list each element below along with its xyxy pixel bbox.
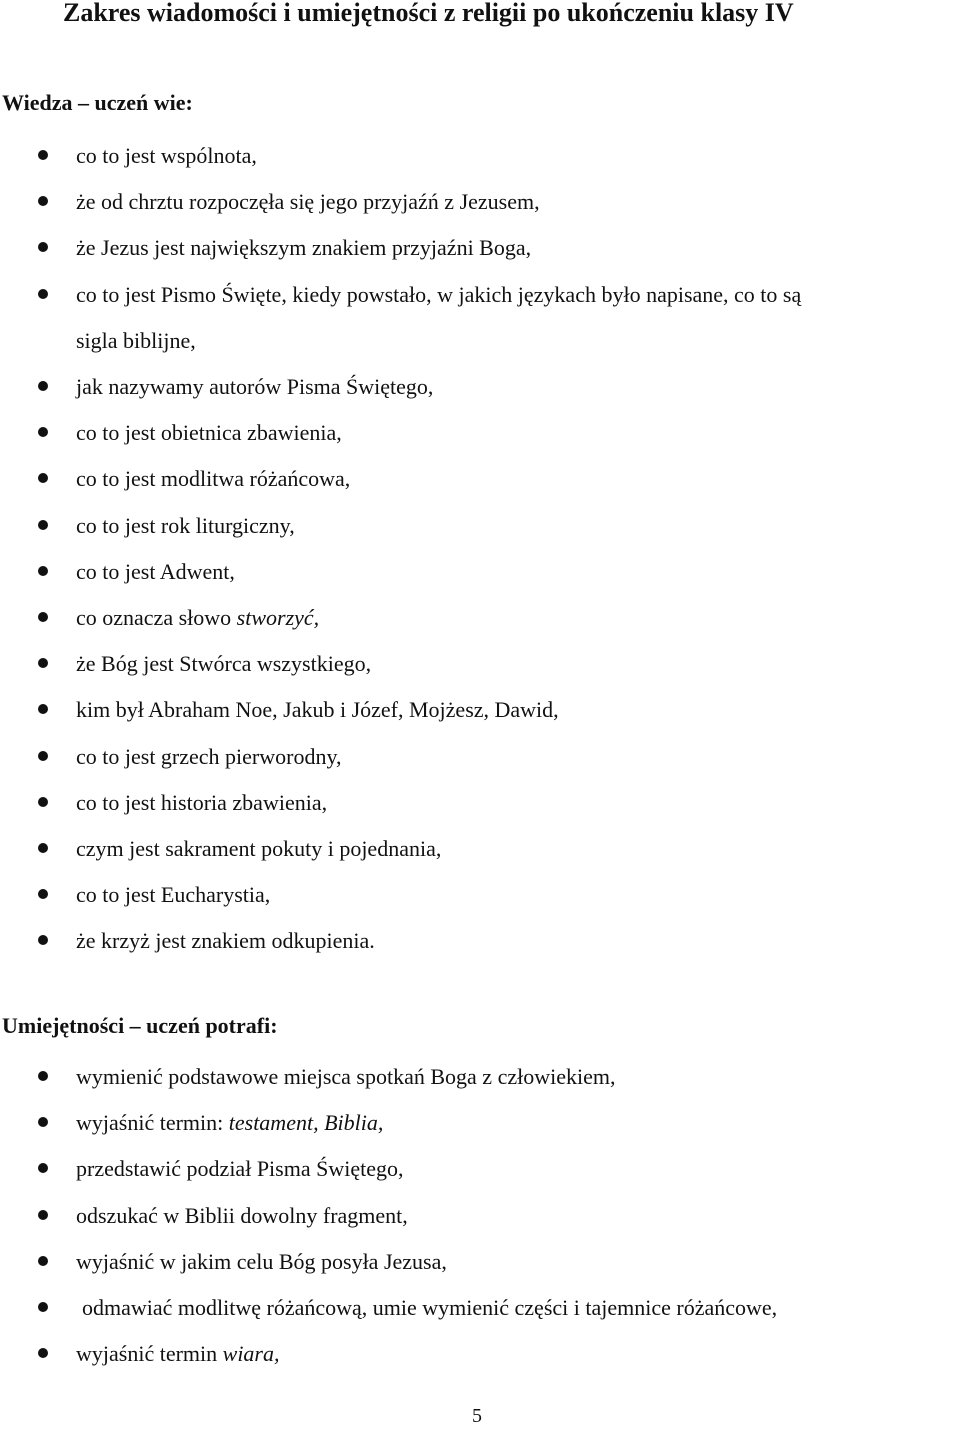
list-item: co to jest modlitwa różańcowa, (0, 456, 960, 502)
knowledge-list (0, 133, 960, 965)
bullet-icon (38, 1163, 48, 1173)
bullet-icon (38, 196, 48, 206)
list-item: że krzyż jest znakiem odkupienia. (0, 918, 960, 964)
list-item: odmawiać modlitwę różańcową, umie wymienić części i tajemnice różańcowe, (0, 1285, 960, 1331)
bullet-icon (38, 473, 48, 483)
bullet-icon (38, 566, 48, 576)
knowledge-heading: Wiedza – uczeń wie: (2, 90, 193, 115)
list-item: że Bóg jest Stwórca wszystkiego, (0, 641, 960, 687)
bullet-icon (38, 1071, 48, 1081)
list-item: że Jezus jest największym znakiem przyjaźni Boga, (0, 225, 960, 271)
skills-heading: Umiejętności – uczeń potrafi: (2, 1013, 278, 1038)
bullet-icon (38, 658, 48, 668)
list-item: wyjaśnić termin wiara, (0, 1331, 960, 1377)
bullet-icon (38, 427, 48, 437)
list-item: co to jest obietnica zbawienia, (0, 410, 960, 456)
list-item: co to jest Pismo Święte, kiedy powstało, w jakich językach było napisane, co to są sigla biblijne, (0, 272, 960, 364)
skills-list (0, 1054, 960, 1377)
bullet-icon (38, 1256, 48, 1266)
page-title: Zakres wiadomości i umiejętności z religii po ukończeniu klasy IV (63, 0, 794, 27)
bullet-icon (38, 889, 48, 899)
list-item: co to jest Adwent, (0, 549, 960, 595)
bullet-icon (38, 935, 48, 945)
page-number: 5 (472, 1405, 482, 1427)
bullet-icon (38, 242, 48, 252)
bullet-icon (38, 751, 48, 761)
list-item: czym jest sakrament pokuty i pojednania, (0, 826, 960, 872)
bullet-icon (38, 1348, 48, 1358)
bullet-icon (38, 843, 48, 853)
list-item: wymienić podstawowe miejsca spotkań Boga z człowiekiem, (0, 1054, 960, 1100)
list-item: wyjaśnić w jakim celu Bóg posyła Jezusa, (0, 1239, 960, 1285)
bullet-icon (38, 381, 48, 391)
list-item: co to jest Eucharystia, (0, 872, 960, 918)
list-item: odszukać w Biblii dowolny fragment, (0, 1193, 960, 1239)
bullet-icon (38, 1210, 48, 1220)
list-item: co to jest historia zbawienia, (0, 780, 960, 826)
list-item: że od chrztu rozpoczęła się jego przyjaźń z Jezusem, (0, 179, 960, 225)
list-item: co to jest rok liturgiczny, (0, 503, 960, 549)
list-item: jak nazywamy autorów Pisma Świętego, (0, 364, 960, 410)
list-item: co to jest wspólnota, (0, 133, 960, 179)
bullet-icon (38, 612, 48, 622)
list-item: przedstawić podział Pisma Świętego, (0, 1146, 960, 1192)
list-item: co oznacza słowo stworzyć, (0, 595, 960, 641)
list-item: kim był Abraham Noe, Jakub i Józef, Mojżesz, Dawid, (0, 687, 960, 733)
bullet-icon (38, 289, 48, 299)
bullet-icon (38, 520, 48, 530)
bullet-icon (38, 1117, 48, 1127)
bullet-icon (38, 797, 48, 807)
list-item: co to jest grzech pierworodny, (0, 734, 960, 780)
list-item: wyjaśnić termin: testament, Biblia, (0, 1100, 960, 1146)
bullet-icon (38, 704, 48, 714)
bullet-icon (38, 150, 48, 160)
bullet-icon (38, 1302, 48, 1312)
